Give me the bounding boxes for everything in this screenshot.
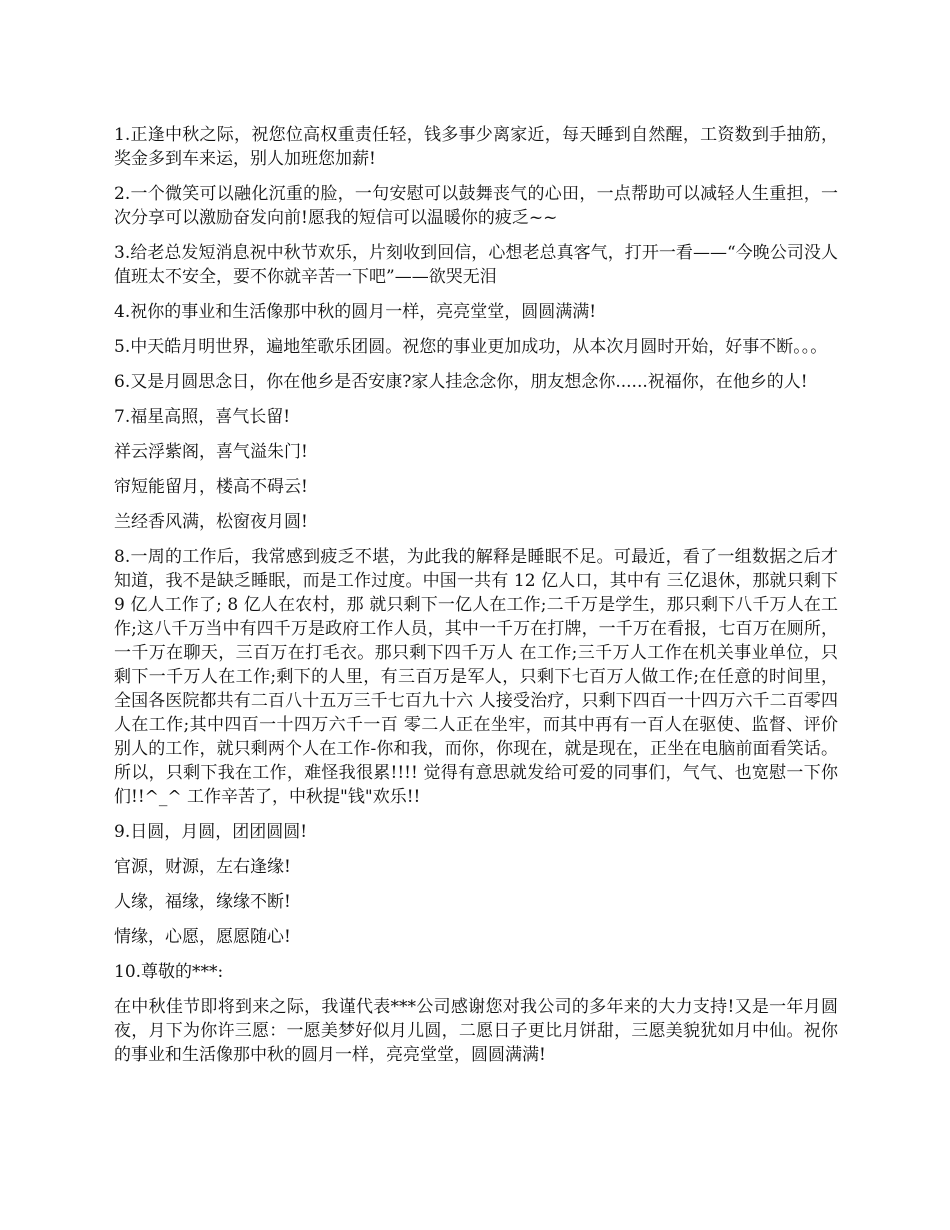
paragraph-5: 5.中天皓月明世界，遍地笙歌乐团圆。祝您的事业更加成功，从本次月圆时开始，好事不断。。。 (114, 337, 828, 357)
paragraph-4: 4.祝你的事业和生活像那中秋的圆月一样，亮亮堂堂，圆圆满满! (114, 302, 597, 322)
paragraph-9-line-4: 情缘，心愿，愿愿随心! (114, 927, 291, 947)
paragraph-9: 9.日圆，月圆，团团圆圆! (114, 822, 308, 842)
paragraph-9-line-2: 官源，财源，左右逢缘! (114, 857, 291, 877)
paragraph-9-line-3: 人缘，福缘，缘缘不断! (114, 892, 291, 912)
paragraph-8: 8.一周的工作后，我常感到疲乏不堪，为此我的解释是睡眠不足。可最近，看了一组数据之后才知道，我不是缺乏睡眠，而是工作过度。中国一共有 12 亿人口，其中有 三亿退休，那就只剩下 9 亿人工作了; 8 亿人在农村，那 就只剩下一亿人在工作;二千万是学生，那只剩下八千万人在工作;这八千万当中有四千万是政府工作人员，其中一千万在打牌，一千万在看报，七百万在厕所，一千万在聊天，三百万在打毛衣。那只剩下四千万人 在工作;三千万人工作在机关事业单位，只剩下一千万人在工作;剩下的人里，有三百万是军人，只剩下七百万人做工作;在任意的时间里，全国各医院都共有二百八十五万三千七百九十六 人接受治疗，只剩下四百一十四万六千二百零四人在工作;其中四百一十四万六千一百 零二人正在坐牢，而其中再有一百人在驱使、监督、评价别人的工作，就只剩两个人在工作-你和我，而你，你现在，就是现在，正坐在电脑前面看笑话。所以，只剩下我在工作，难怪我很累!!!! 觉得有意思就发给可爱的同事们，气气、也宽慰一下你们!!^_^ 工作辛苦了，中秋提"钱"欢乐!! (114, 547, 838, 807)
paragraph-7-line-3: 帘短能留月，楼高不碍云! (114, 477, 308, 497)
paragraph-10: 10.尊敬的***: (114, 962, 224, 982)
document-body (114, 123, 838, 1078)
paragraph-3: 3.给老总发短消息祝中秋节欢乐，片刻收到回信，心想老总真客气，打开一看——“今晚公司没人值班太不安全，要不你就辛苦一下吧”——欲哭无泪 (114, 243, 838, 287)
paragraph-10-body: 在中秋佳节即将到来之际，我谨代表***公司感谢您对我公司的多年来的大力支持!又是一年月圆夜，月下为你许三愿：一愿美梦好似月儿圆，二愿日子更比月饼甜，三愿美貌犹如月中仙。祝你的事业和生活像那中秋的圆月一样，亮亮堂堂，圆圆满满! (114, 997, 838, 1065)
paragraph-2: 2.一个微笑可以融化沉重的脸，一句安慰可以鼓舞丧气的心田，一点帮助可以减轻人生重担，一次分享可以激励奋发向前!愿我的短信可以温暖你的疲乏~~ (114, 184, 838, 228)
paragraph-7-line-2: 祥云浮紫阁，喜气溢朱门! (114, 442, 308, 462)
paragraph-7-line-4: 兰经香风满，松窗夜月圆! (114, 512, 308, 532)
paragraph-6: 6.又是月圆思念日，你在他乡是否安康?家人挂念念你，朋友想念你......祝福你，在他乡的人! (114, 372, 808, 392)
paragraph-7: 7.福星高照，喜气长留! (114, 407, 291, 427)
paragraph-1: 1.正逢中秋之际，祝您位高权重责任轻，钱多事少离家近，每天睡到自然醒，工资数到手抽筋，奖金多到车来运，别人加班您加薪! (114, 125, 838, 169)
